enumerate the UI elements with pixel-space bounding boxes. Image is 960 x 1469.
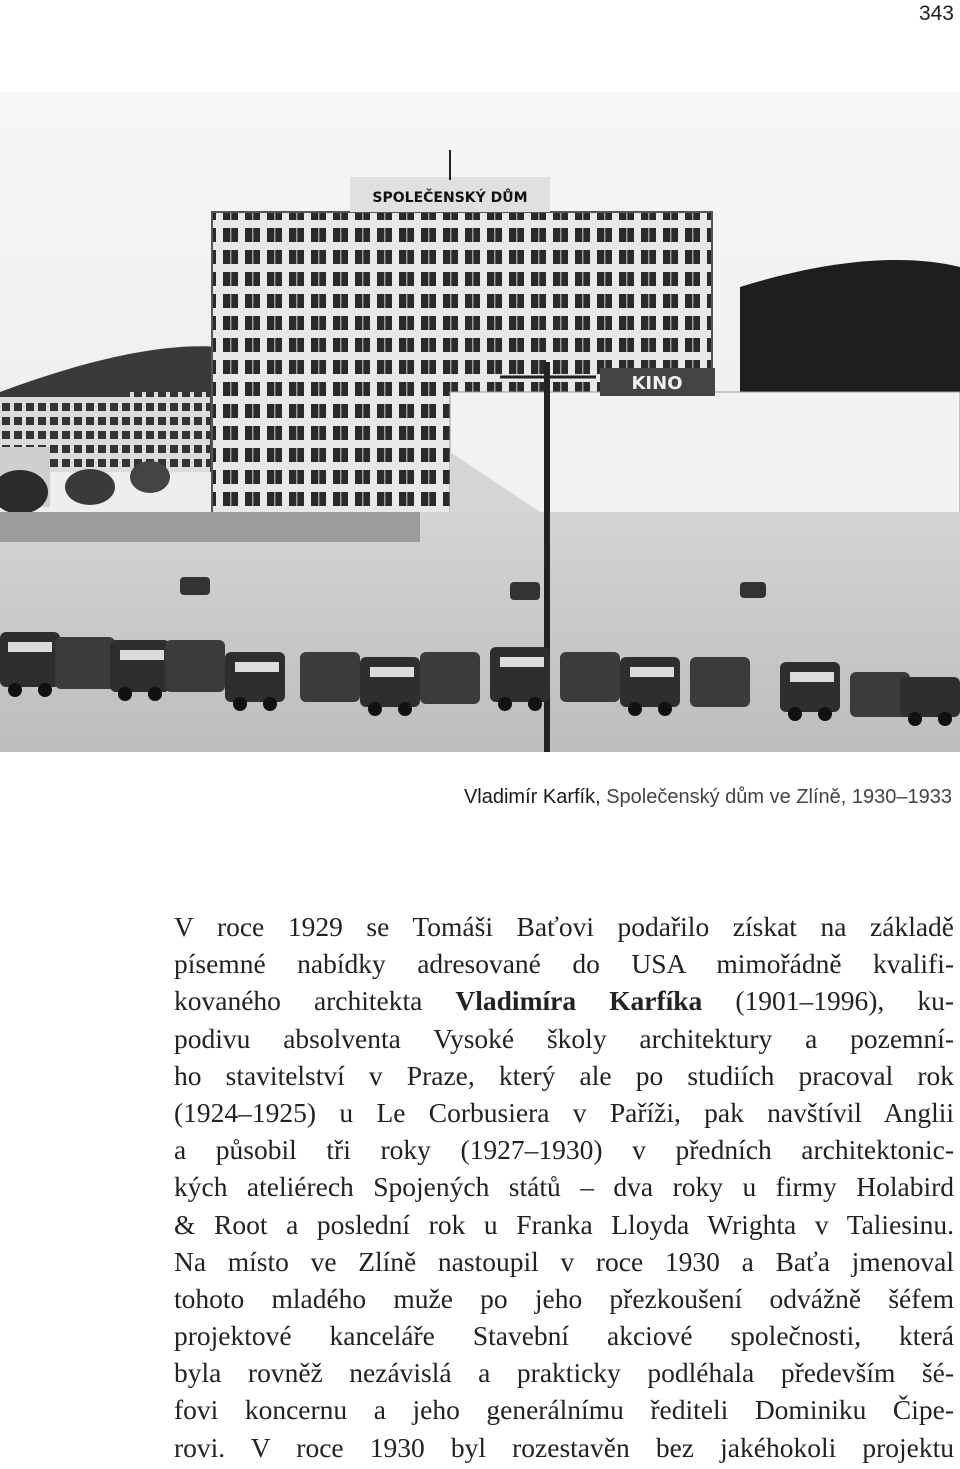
body-line: projektové kanceláře Stavební akciové společnosti, která — [174, 1320, 954, 1352]
body-line: V roce 1929 se Tomáši Baťovi podařilo získat na základě — [174, 911, 954, 942]
roof-sign: SPOLEČENSKÝ DŮM — [372, 190, 528, 206]
body-line: & Root a poslední rok u Franka Lloyda Wrighta v Taliesinu. — [174, 1208, 954, 1240]
body-line: kých ateliérech Spojených států – dva roky u firmy Holabird — [174, 1171, 954, 1203]
photo-caption — [464, 786, 952, 809]
body-line: Na místo ve Zlíně nastoupil v roce 1930 a Baťa jmenoval — [174, 1245, 954, 1277]
body-line-part: (1901–1996), ku- — [702, 985, 954, 1017]
building-photo — [0, 92, 960, 752]
cinema-sign: KINO — [631, 373, 683, 394]
body-line: tohoto mladého muže po jeho přezkoušení odvážně šéfem — [174, 1282, 954, 1314]
body-line: byla rovněž nezávislá a prakticky podléhala především šé- — [174, 1357, 954, 1389]
caption-title: Společenský dům ve Zlíně, 1930–1933 — [600, 786, 952, 808]
caption-author: Vladimír Karfík, — [463, 786, 601, 808]
architect-name: Vladimíra Karfíka — [455, 985, 703, 1017]
body-line-part: kovaného architekta — [174, 985, 456, 1017]
body-line: ho stavitelství v Praze, který ale po studiích pracoval rok — [174, 1059, 954, 1091]
body-line: a působil tři roky (1927–1930) v předních architektonic- — [174, 1134, 954, 1166]
page-number: 343 — [918, 2, 954, 25]
body-line: písemné nabídky adresované do USA mimořádně kvalifi- — [174, 948, 954, 980]
body-text — [174, 908, 954, 1466]
body-line: (1924–1925) u Le Corbusiera v Paříži, pak navštívil Anglii — [174, 1096, 954, 1128]
body-line: fovi koncernu a jeho generálnímu řediteli Dominiku Čipe- — [174, 1394, 954, 1426]
body-line — [174, 982, 954, 1019]
body-line: rovi. V roce 1930 byl rozestavěn bez jakéhokoli projektu — [174, 1431, 954, 1463]
body-line: podivu absolventa Vysoké školy architektury a pozemní- — [174, 1022, 954, 1054]
